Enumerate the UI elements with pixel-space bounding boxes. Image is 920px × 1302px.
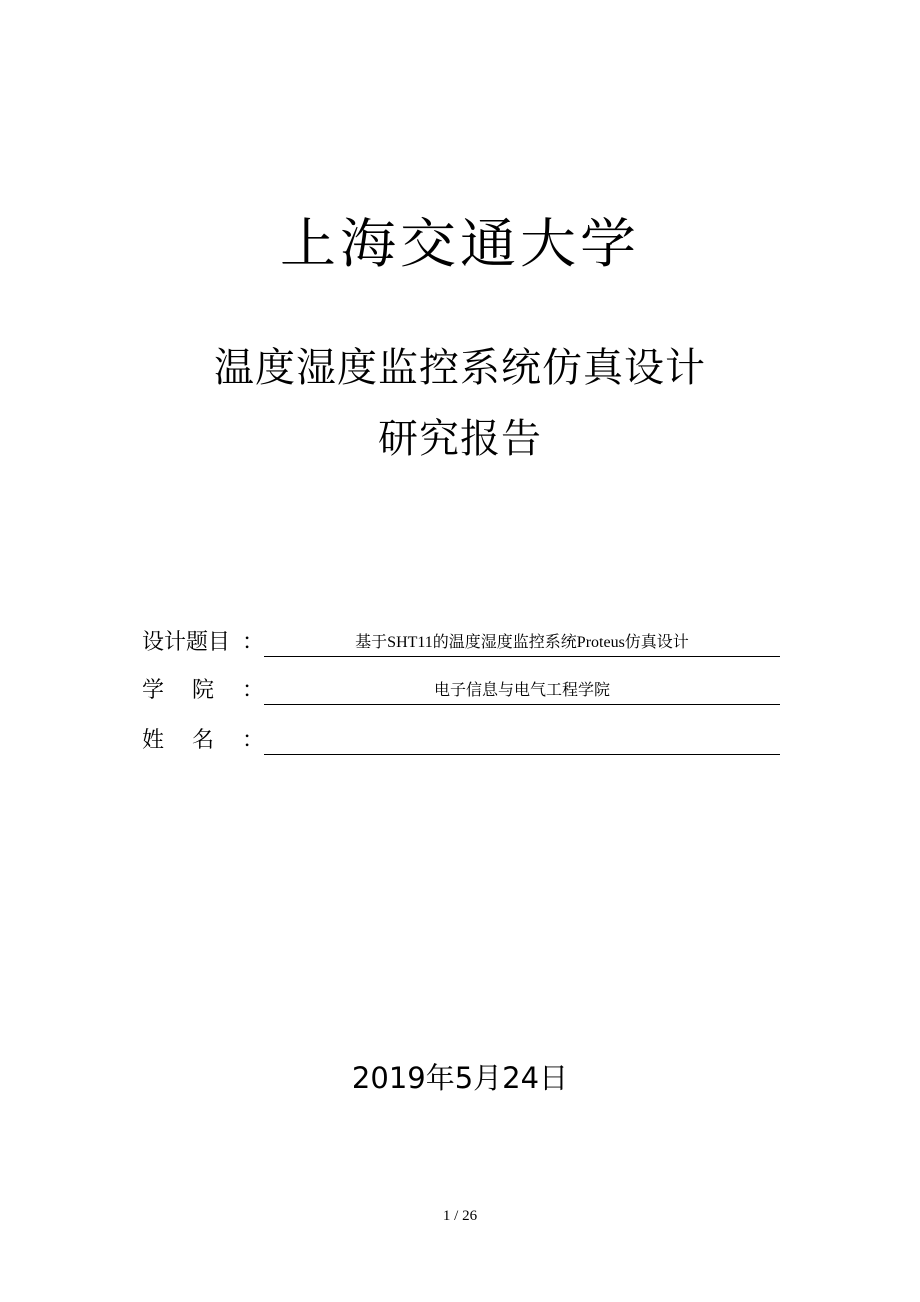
topic-field	[142, 628, 782, 660]
report-title-line-1: 温度湿度监控系统仿真设计	[214, 345, 706, 391]
page-number: 1 / 26	[442, 1208, 478, 1224]
topic-value: 基于SHT11的温度湿度监控系统Proteus仿真设计	[264, 628, 780, 657]
name-field	[142, 726, 782, 758]
college-field	[142, 676, 782, 708]
university-name: 上海交通大学	[280, 213, 640, 276]
name-value	[264, 726, 780, 755]
college-colon: ：	[242, 678, 265, 703]
college-value: 电子信息与电气工程学院	[264, 676, 780, 705]
topic-label: 设计题目	[142, 630, 231, 655]
name-colon: ：	[242, 728, 265, 753]
report-date: 2019年5月24日	[351, 1061, 569, 1095]
college-label: 学 院	[142, 678, 214, 703]
topic-colon: ：	[242, 630, 265, 655]
name-label: 姓 名	[142, 728, 214, 753]
report-title-line-2: 研究报告	[378, 416, 542, 462]
